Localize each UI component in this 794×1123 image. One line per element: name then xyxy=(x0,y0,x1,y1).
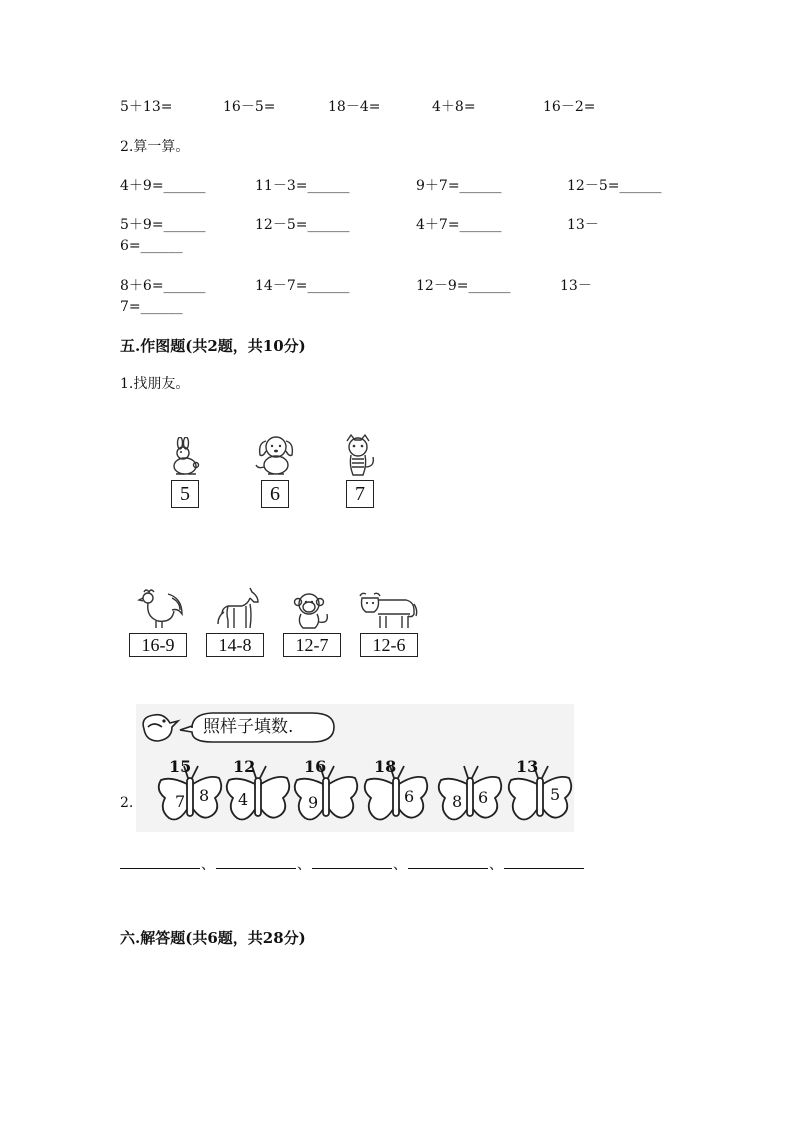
calc-2-1: 5＋9=______ xyxy=(120,217,206,233)
cat-icon xyxy=(337,433,379,477)
top-expr-3: 18－4= xyxy=(328,99,381,115)
calc-3-4: 13－ xyxy=(560,278,592,294)
answer-separator-3: 、 xyxy=(393,857,407,873)
butterfly-4-top: 18 xyxy=(374,757,397,776)
rabbit-icon xyxy=(166,437,202,477)
q2-label: 2. xyxy=(120,795,134,811)
answer-line-3[interactable] xyxy=(312,868,392,869)
section2-title: 2.算一算。 xyxy=(120,139,190,155)
butterfly-2-left: 4 xyxy=(238,790,249,809)
butterfly-6-right: 5 xyxy=(550,785,561,804)
answer-separator-2: 、 xyxy=(297,857,311,873)
q1-label: 1.找朋友。 xyxy=(120,376,190,392)
calc-2-3: 4＋7=______ xyxy=(416,217,502,233)
calc-2-wrap: 6=______ xyxy=(120,238,183,254)
butterfly-6-top: 13 xyxy=(516,757,539,776)
top-expr-1: 5＋13= xyxy=(120,99,173,115)
butterfly-3-left: 9 xyxy=(308,793,319,812)
butterfly-4-right: 6 xyxy=(404,787,415,806)
answer-line-5[interactable] xyxy=(504,868,584,869)
section6-heading: 六.解答题(共6题，共28分) xyxy=(120,929,306,947)
calc-1-1: 4＋9=______ xyxy=(120,178,206,194)
answer-line-2[interactable] xyxy=(216,868,296,869)
number-box-5: 5 xyxy=(171,480,199,508)
answer-line-1[interactable] xyxy=(120,868,200,869)
dog-icon xyxy=(254,433,298,477)
expr-box-12-6: 12-6 xyxy=(360,633,418,657)
top-expr-2: 16－5= xyxy=(223,99,276,115)
horse-icon xyxy=(216,586,262,630)
number-box-6: 6 xyxy=(261,480,289,508)
expr-box-14-8: 14-8 xyxy=(206,633,264,657)
butterfly-1-left: 7 xyxy=(175,792,186,811)
monkey-icon xyxy=(289,590,331,630)
calc-1-3: 9＋7=______ xyxy=(416,178,502,194)
butterfly-3-top: 16 xyxy=(304,757,327,776)
calc-3-3: 12－9=______ xyxy=(416,278,511,294)
calc-1-2: 11－3=______ xyxy=(255,178,350,194)
calc-3-1: 8＋6=______ xyxy=(120,278,206,294)
butterfly-1-top: 15 xyxy=(169,757,192,776)
butterfly-1-right: 8 xyxy=(199,786,210,805)
calc-1-4: 12－5=______ xyxy=(567,178,662,194)
expr-box-12-7: 12-7 xyxy=(283,633,341,657)
answer-line-4[interactable] xyxy=(408,868,488,869)
bubble-text: 照样子填数. xyxy=(203,717,294,737)
rooster-icon xyxy=(134,588,186,630)
number-box-7: 7 xyxy=(346,480,374,508)
section5-heading: 五.作图题(共2题，共10分) xyxy=(120,337,306,355)
cow-icon xyxy=(356,590,418,630)
calc-3-wrap: 7=______ xyxy=(120,299,183,315)
top-expr-4: 4＋8= xyxy=(432,99,476,115)
top-expr-5: 16－2= xyxy=(543,99,596,115)
calc-2-2: 12－5=______ xyxy=(255,217,350,233)
butterfly-5-right: 6 xyxy=(478,788,489,807)
butterfly-2-top: 12 xyxy=(233,757,256,776)
butterfly-5-left: 8 xyxy=(452,792,463,811)
calc-2-4: 13－ xyxy=(567,217,599,233)
butterfly-icon-5 xyxy=(436,760,504,828)
calc-3-2: 14－7=______ xyxy=(255,278,350,294)
answer-separator-4: 、 xyxy=(489,857,503,873)
expr-box-16-9: 16-9 xyxy=(129,633,187,657)
answer-separator-1: 、 xyxy=(201,857,215,873)
